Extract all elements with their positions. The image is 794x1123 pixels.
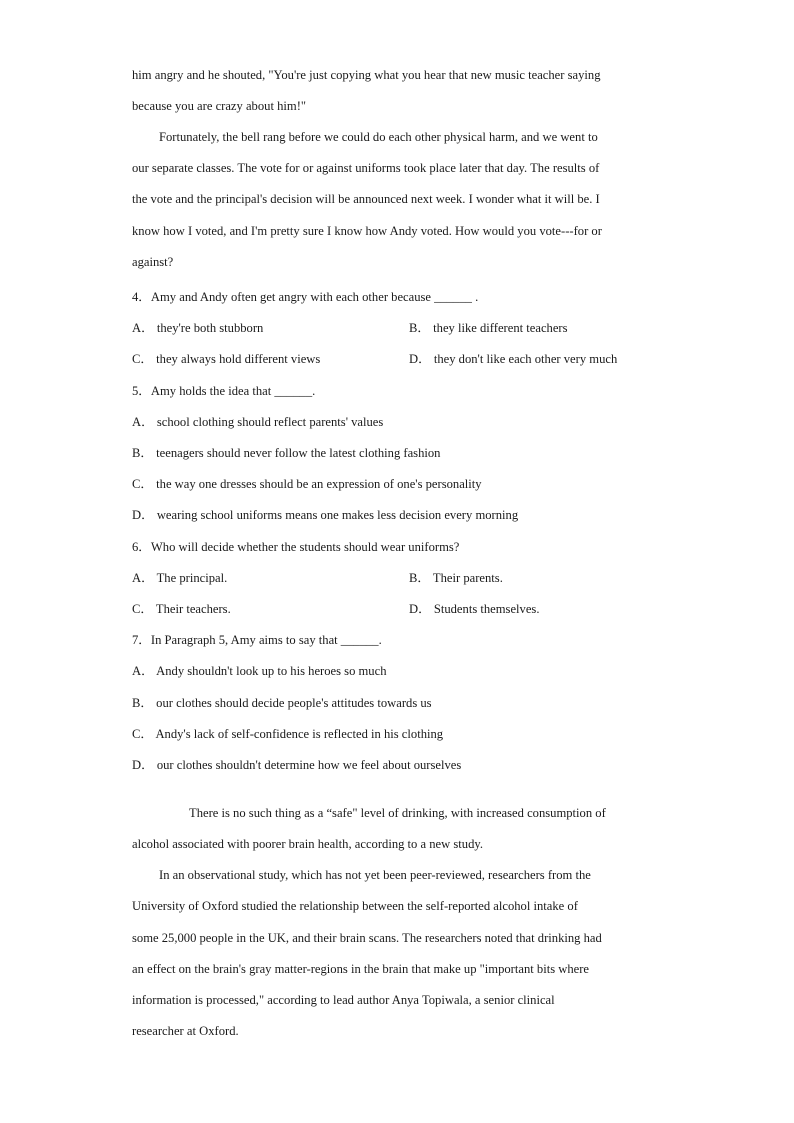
question-5-option-c: C． the way one dresses should be an expression of one's personality (132, 477, 482, 491)
passage-line: information is processed," according to lead author Anya Topiwala, a senior clinical (132, 993, 555, 1007)
question-6-option-d: D． Students themselves. (409, 602, 540, 616)
question-5-option-d: D． wearing school uniforms means one makes less decision every morning (132, 508, 519, 522)
question-4-stem: 4．Amy and Andy often get angry with each other because ______ . (132, 290, 479, 304)
passage-line: University of Oxford studied the relationship between the self-reported alcohol intake of (132, 899, 578, 913)
question-7-option-a: A． Andy shouldn't look up to his heroes so much (132, 664, 387, 678)
passage-line: know how I voted, and I'm pretty sure I know how Andy voted. How would you vote---for or (132, 224, 602, 238)
passage-line: our separate classes. The vote for or against uniforms took place later that day. The results of (132, 161, 600, 175)
question-7-option-d: D． our clothes shouldn't determine how we feel about ourselves (132, 758, 462, 772)
question-5-stem: 5．Amy holds the idea that ______. (132, 384, 316, 398)
question-6-stem: 6．Who will decide whether the students should wear uniforms? (132, 540, 460, 554)
question-4-option-c: C． they always hold different views (132, 352, 321, 366)
passage-line: against? (132, 255, 174, 269)
passage-line: because you are crazy about him!" (132, 99, 307, 113)
passage-line: In an observational study, which has not yet been peer-reviewed, researchers from the (159, 868, 591, 882)
question-7-stem: 7．In Paragraph 5, Amy aims to say that ______. (132, 633, 382, 647)
question-6-option-c: C． Their teachers. (132, 602, 231, 616)
passage-line: alcohol associated with poorer brain health, according to a new study. (132, 837, 483, 851)
passage-line: Fortunately, the bell rang before we could do each other physical harm, and we went to (159, 130, 598, 144)
passage-line: There is no such thing as a “safe" level of drinking, with increased consumption of (189, 806, 606, 820)
passage-line: the vote and the principal's decision will be announced next week. I wonder what it will be. I (132, 192, 600, 206)
passage-line: researcher at Oxford. (132, 1024, 239, 1038)
question-5-option-b: B． teenagers should never follow the latest clothing fashion (132, 446, 441, 460)
question-7-option-c: C． Andy's lack of self-confidence is reflected in his clothing (132, 727, 444, 741)
question-7-option-b: B． our clothes should decide people's attitudes towards us (132, 696, 432, 710)
passage-line: him angry and he shouted, "You're just copying what you hear that new music teacher saying (132, 68, 601, 82)
question-6-option-b: B． Their parents. (409, 571, 503, 585)
question-4-option-b: B． they like different teachers (409, 321, 568, 335)
question-4-option-d: D． they don't like each other very much (409, 352, 618, 366)
passage-line: some 25,000 people in the UK, and their brain scans. The researchers noted that drinking had (132, 931, 602, 945)
question-6-option-a: A． The principal. (132, 571, 228, 585)
question-5-option-a: A． school clothing should reflect parents' values (132, 415, 384, 429)
passage-line: an effect on the brain's gray matter-regions in the brain that make up "important bits where (132, 962, 590, 976)
question-4-option-a: A． they're both stubborn (132, 321, 264, 335)
